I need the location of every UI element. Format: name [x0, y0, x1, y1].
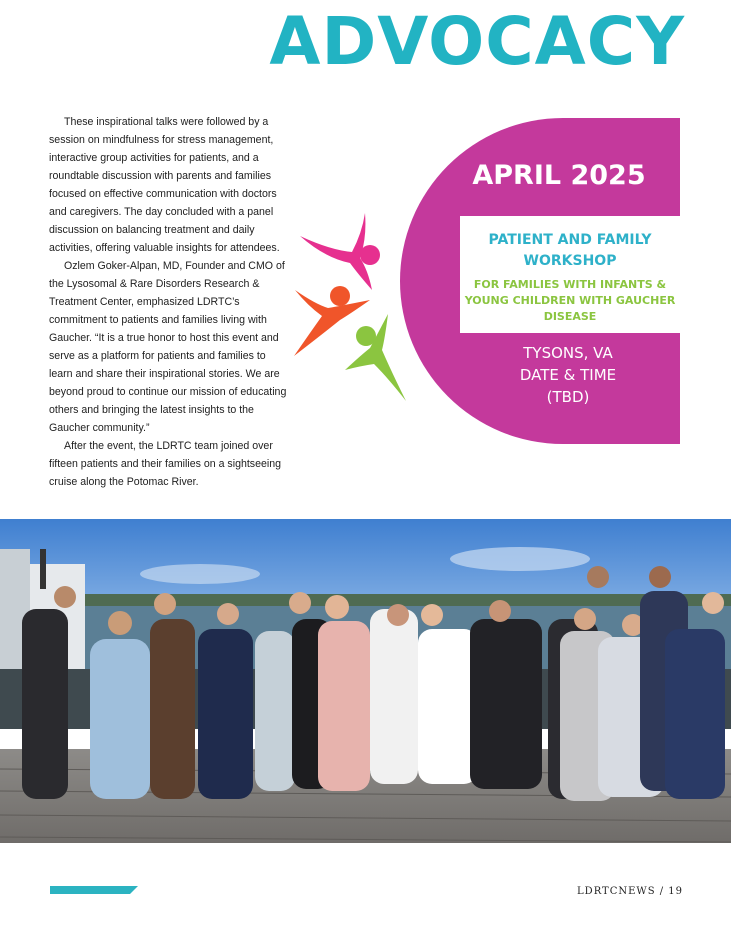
event-title: PATIENT AND FAMILY WORKSHOP [488, 232, 652, 269]
article-paragraph: These inspirational talks were followed by a session on mindfulness for stress management, interactive group activities for patients, and a roundtable discussion with parents and families focused on effective communication with doctors and caregivers. The day concluded with a panel discussion on balancing treatment and daily activities, offering valuable insights for attendees. [49, 116, 280, 254]
page-heading: ADVOCACY [269, 3, 685, 80]
article-body [49, 113, 289, 491]
event-date-line: DATE & TIME [519, 366, 617, 384]
event-location: TYSONS, VA [523, 344, 613, 362]
group-photo [0, 519, 731, 843]
event-subtitle: FOR FAMILIES WITH INFANTS & YOUNG CHILDREN WITH GAUCHER DISEASE [464, 278, 676, 323]
event-location-block [460, 342, 676, 408]
event-date-value: (TBD) [546, 388, 590, 406]
footer-accent-bar [50, 886, 138, 894]
event-graphic [290, 118, 731, 448]
page-footer: LDRTCNEWS / 19 [577, 886, 683, 897]
article-paragraph: After the event, the LDRTC team joined over fifteen patients and their families on a sightseeing cruise along the Potomac River. [49, 440, 282, 488]
jumping-figures-icon [290, 208, 415, 408]
group-photo-image [0, 519, 731, 843]
event-month: APRIL 2025 [472, 160, 646, 191]
article-paragraph: Ozlem Goker-Alpan, MD, Founder and CMO of the Lysosomal & Rare Disorders Research & Treatment Center, emphasized LDRTC’s commitment to patients and families living with Gaucher. “It is a true honor to host this event and serve as a platform for patients and families to learn and share their inspirational stories. We are beyond proud to continue our mission of educating others and bringing the latest insights to the Gaucher community.” [49, 260, 287, 434]
